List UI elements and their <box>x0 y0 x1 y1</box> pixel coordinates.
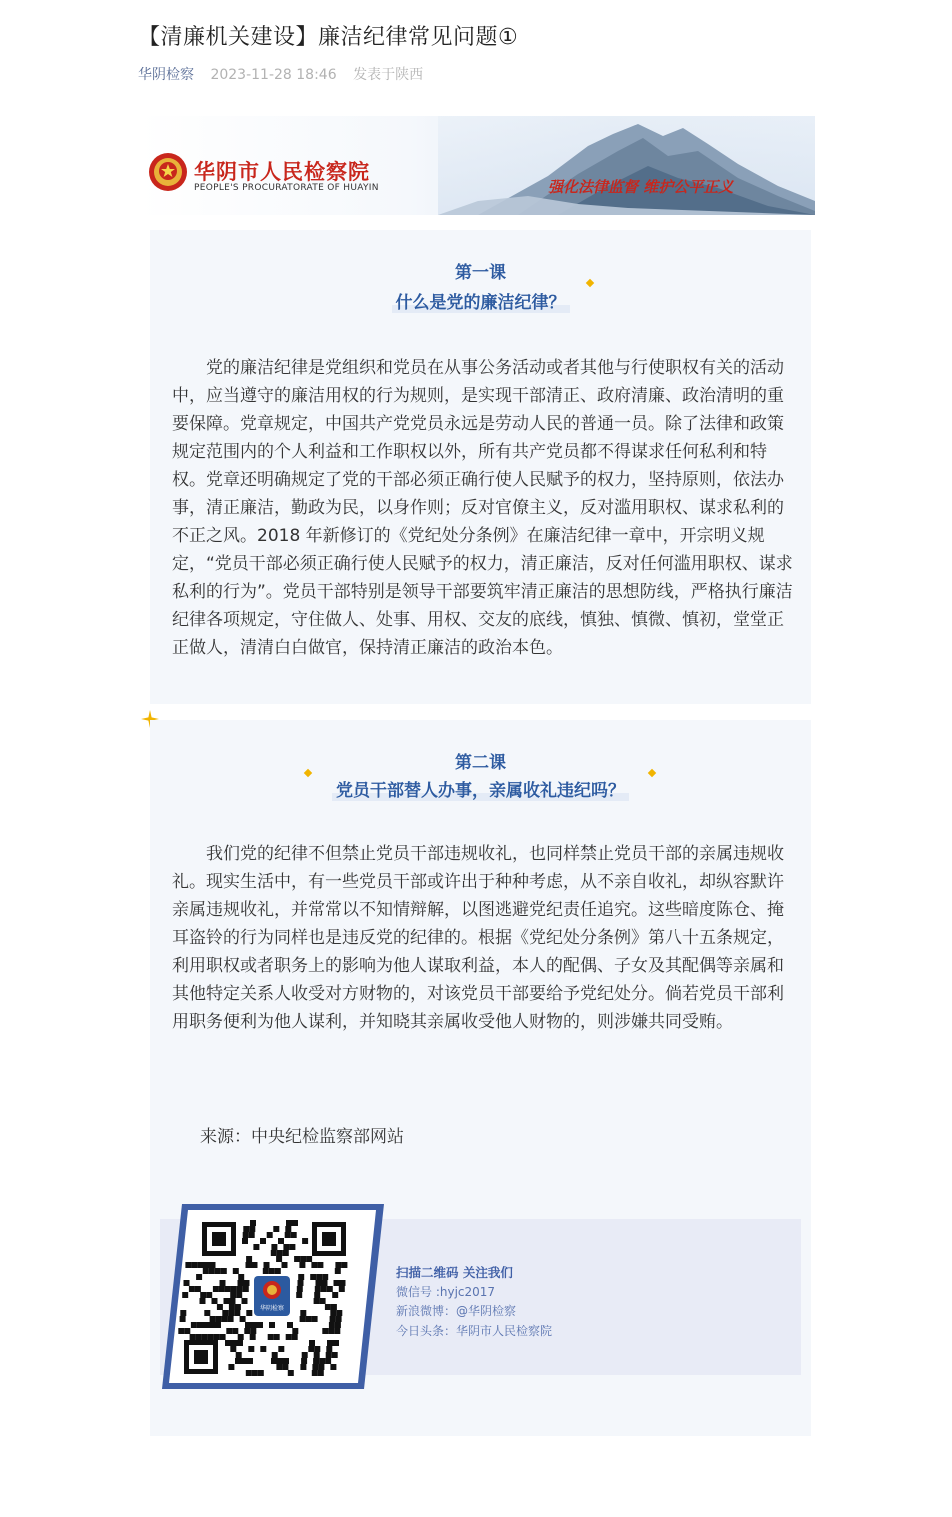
lesson-two-body: 我们党的纪律不但禁止党员干部违规收礼，也同样禁止党员干部的亲属违规收礼。现实生活中，有一些党员干部或许出于种种考虑，从不亲自收礼，却纵容默许亲属违规收礼，并常常以不知情辩解，以图逃避党纪责任追究。这些暗度陈仓、掩耳盗铃的行为同样也是违反党的纪律的。根据《党纪处分条例》第八十五条规定，利用职权或者职务上的影响为他人谋取利益，本人的配偶、子女及其配偶等亲属和其他特定关系人收受对方财物的，对该党员干部要给予党纪处分。倘若党员干部利用职务便利为他人谋利，并知晓其亲属收受他人财物的，则涉嫌共同受贿。 <box>172 844 784 1032</box>
qr-code[interactable] <box>162 1204 384 1389</box>
follow-heading: 扫描二维码 关注我们 <box>396 1265 513 1280</box>
org-name-en: PEOPLE'S PROCURATORATE OF HUAYIN <box>194 183 379 193</box>
article-title: 【清廉机关建设】廉洁纪律常见问题① <box>138 25 519 50</box>
lesson-two-question-wrap <box>150 776 811 801</box>
toutiao-handle: 今日头条：华阴市人民检察院 <box>396 1323 553 1338</box>
lesson-one-question-wrap <box>150 288 811 313</box>
publish-location: 发表于陕西 <box>353 67 424 83</box>
lesson-one-section <box>150 230 811 704</box>
lesson-one-body: 党的廉洁纪律是党组织和党员在从事公务活动或者其他与行使职权有关的活动中，应当遵守的廉洁用权的行为规则，是实现干部清正、政府清廉、政治清明的重要保障。党章规定，中国共产党党员永远是劳动人民的普通一员。除了法律和政策规定范围内的个人利益和工作职权以外，所有共产党员都不得谋求任何私利和特权。党章还明确规定了党的干部必须正确行使人民赋予的权力，坚持原则，依法办事，清正廉洁，勤政为民，以身作则；反对官僚主义，反对滥用职权、谋求私利的不正之风。2018 年新修订的《党纪处分条例》在廉洁纪律一章中，开宗明义规定，“党员干部必须正确行使人民赋予的权力，清正廉洁，反对任何滥用职权、谋求私利的行为”。党员干部特别是领导干部要筑牢清正廉洁的思想防线，严格执行廉洁纪律各项规定，守住做人、处事、用权、交友的底线，慎独、慎微、慎初，堂堂正正做人，清清白白做官，保持清正廉洁的政治本色。 <box>172 358 793 658</box>
weibo-handle: 新浪微博：@华阴检察 <box>396 1304 517 1318</box>
lesson-two-question: 党员干部替人办事，亲属收礼违纪吗？ <box>332 781 629 801</box>
procuratorate-emblem-icon <box>148 152 188 192</box>
publish-time: 2023-11-28 18:46 <box>210 67 337 83</box>
header-banner <box>138 116 815 215</box>
qr-center-label: 华阴检察 <box>259 1305 285 1312</box>
mountain-illustration <box>438 116 815 215</box>
article-meta <box>138 64 423 84</box>
follow-info <box>396 1263 552 1341</box>
banner-slogan: 强化法律监督 维护公平正义 <box>548 178 734 196</box>
article-source: 来源：中央纪检监察部网站 <box>200 1127 404 1147</box>
lesson-one-number: 第一课 <box>455 263 506 283</box>
lesson-two-number: 第二课 <box>455 753 506 773</box>
wechat-id: 微信号 :hyjc2017 <box>396 1284 496 1299</box>
org-name-cn: 华阴市人民检察院 <box>194 159 370 184</box>
lesson-one-question: 什么是党的廉洁纪律？ <box>392 293 570 313</box>
author-link[interactable]: 华阴检察 <box>138 67 194 83</box>
